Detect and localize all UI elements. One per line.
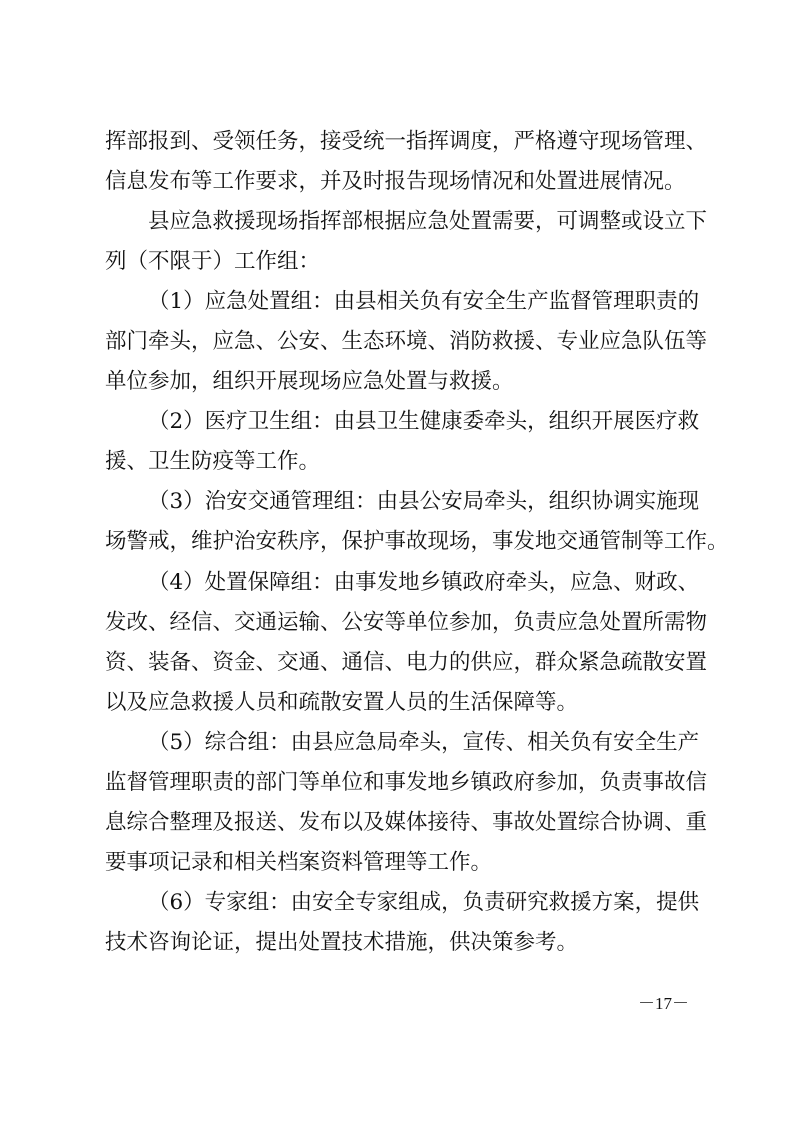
text-line: 要事项记录和相关档案资料管理等工作。 bbox=[105, 850, 493, 875]
text-line: （5）综合组：由县应急局牵头，宣传、相关负有安全生产 bbox=[148, 730, 700, 755]
text-line: 部门牵头，应急、公安、生态环境、消防救援、专业应急队伍等 bbox=[105, 329, 708, 354]
text-line: 挥部报到、受领任务，接受统一指挥调度，严格遵守现场管理、 bbox=[105, 129, 708, 154]
text-line: 监督管理职责的部门等单位和事发地乡镇政府参加，负责事故信 bbox=[105, 770, 708, 795]
text-line: （6）专家组：由安全专家组成，负责研究救援方案，提供 bbox=[148, 890, 700, 915]
text-line: 场警戒，维护治安秩序，保护事故现场，事发地交通管制等工作。 bbox=[105, 529, 729, 554]
text-line: 资、装备、资金、交通、通信、电力的供应，群众紧急疏散安置 bbox=[105, 650, 708, 675]
text-line: 发改、经信、交通运输、公安等单位参加，负责应急处置所需物 bbox=[105, 610, 708, 635]
text-line: （2）医疗卫生组：由县卫生健康委牵头，组织开展医疗救 bbox=[148, 409, 700, 434]
text-line: 列（不限于）工作组： bbox=[105, 249, 321, 274]
text-line: （1）应急处置组：由县相关负有安全生产监督管理职责的 bbox=[148, 289, 700, 314]
page-number: －17－ bbox=[638, 994, 689, 1013]
text-line: （4）处置保障组：由事发地乡镇政府牵头，应急、财政、 bbox=[148, 570, 700, 595]
text-line: 息综合整理及报送、发布以及媒体接待、事故处置综合协调、重 bbox=[105, 810, 708, 835]
text-line: （3）治安交通管理组：由县公安局牵头，组织协调实施现 bbox=[148, 489, 700, 514]
text-line: 技术咨询论证，提出处置技术措施，供决策参考。 bbox=[105, 930, 579, 955]
text-line: 单位参加，组织开展现场应急处置与救援。 bbox=[105, 369, 514, 394]
text-line: 援、卫生防疫等工作。 bbox=[105, 449, 321, 474]
text-line: 信息发布等工作要求，并及时报告现场情况和处置进展情况。 bbox=[105, 169, 686, 194]
text-line: 以及应急救援人员和疏散安置人员的生活保障等。 bbox=[105, 690, 579, 715]
text-line: 县应急救援现场指挥部根据应急处置需要，可调整或设立下 bbox=[148, 209, 708, 234]
